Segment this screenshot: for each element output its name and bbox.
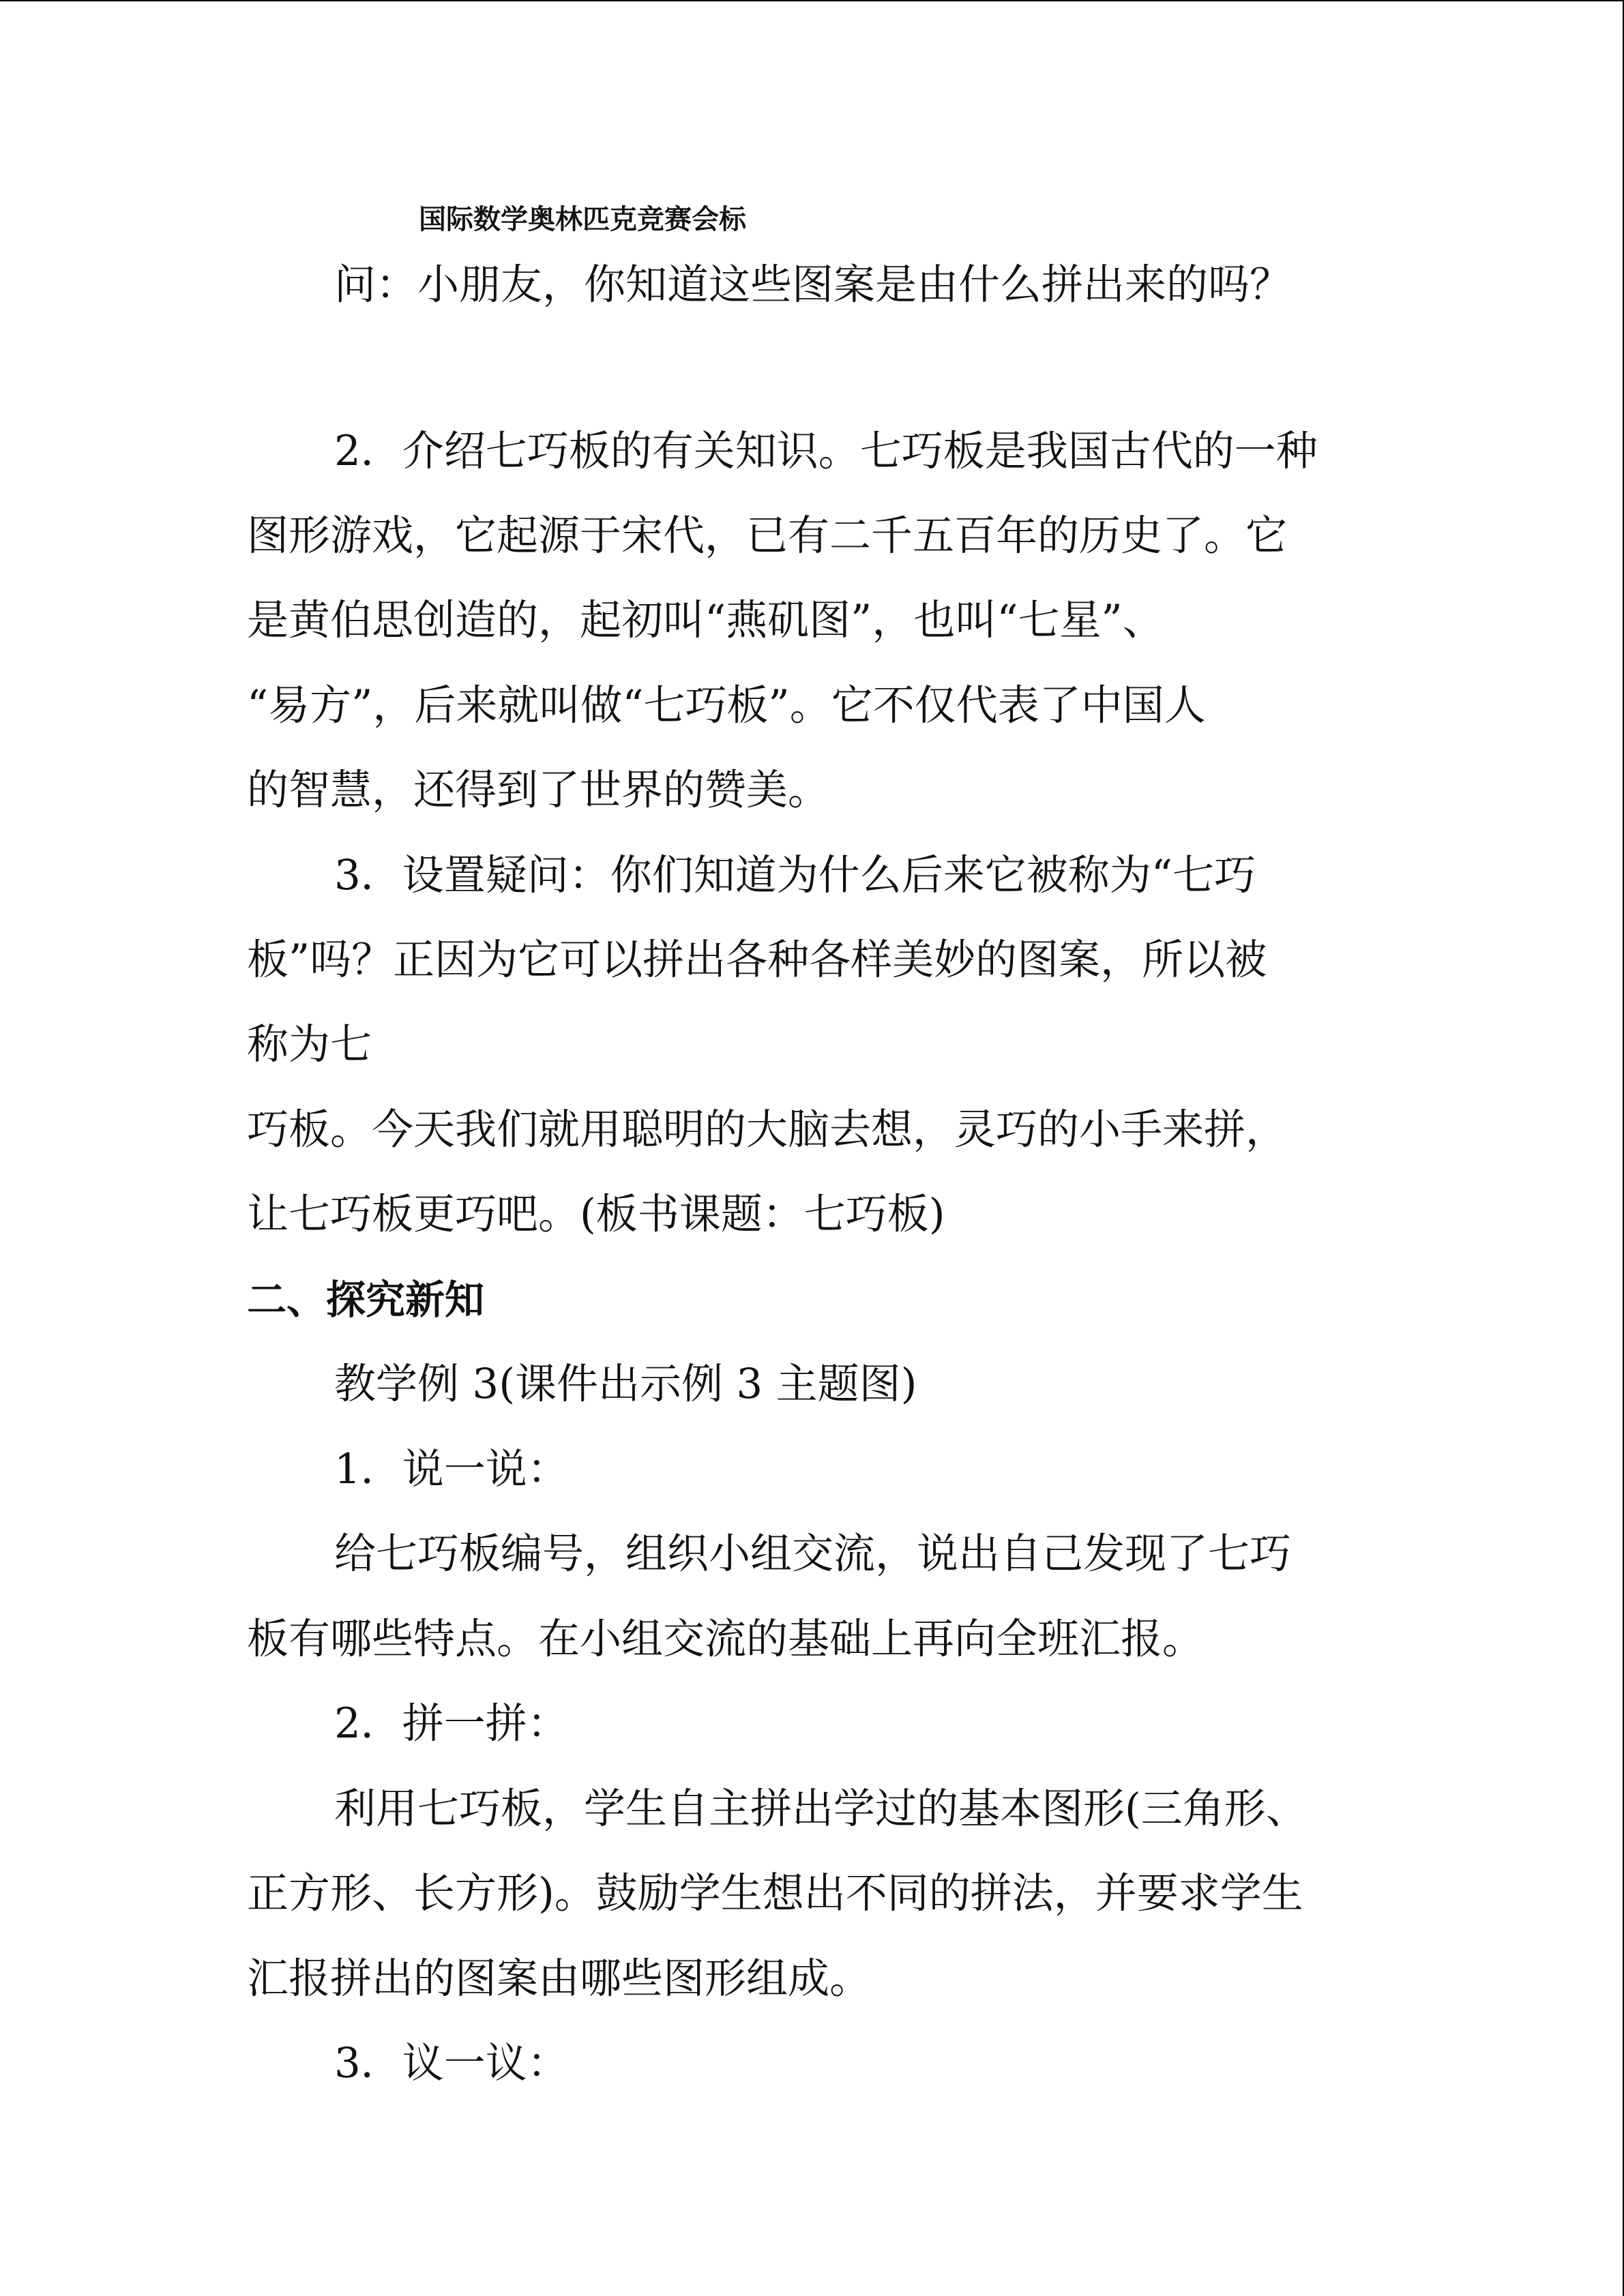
paragraph-line: 正方形、长方形)。鼓励学生想出不同的拼法，并要求学生 [247, 1869, 1303, 1918]
paragraph-line: 的智慧，还得到了世界的赞美。 [247, 766, 830, 814]
paragraph-line: 图形游戏，它起源于宋代，已有二千五百年的历史了。它 [247, 511, 1288, 560]
section-heading: 二、探究新知 [247, 1277, 485, 1323]
paragraph-line: “易方”，后来就叫做“七巧板”。它不仅代表了中国人 [247, 681, 1206, 730]
paragraph-line: 称为七 [247, 1020, 372, 1069]
paragraph-line: 利用七巧板，学生自主拼出学过的基本图形(三角形、 [334, 1785, 1308, 1833]
paragraph-line: 板有哪些特点。在小组交流的基础上再向全班汇报。 [247, 1615, 1205, 1663]
paragraph-line: 2．拼一拼： [334, 1699, 569, 1748]
figure-caption: 国际数学奥林匹克竞赛会标 [419, 204, 746, 235]
paragraph-line: 给七巧板编号，组织小组交流，说出自己发现了七巧 [334, 1530, 1292, 1578]
paragraph-line: 3．议一议： [334, 2039, 569, 2087]
paragraph-line: 汇报拼出的图案由哪些图形组成。 [247, 1954, 872, 2003]
paragraph-line: 板”吗？正因为它可以拼出各种各样美妙的图案，所以被 [247, 936, 1267, 984]
paragraph-line: 是黄伯思创造的，起初叫“燕矶图”，也叫“七星”、 [247, 596, 1164, 644]
paragraph-line: 让七巧板更巧吧。(板书课题：七巧板) [247, 1190, 945, 1238]
paragraph-line: 巧板。今天我们就用聪明的大脑去想，灵巧的小手来拼， [247, 1105, 1288, 1154]
paragraph-line: 2．介绍七巧板的有关知识。七巧板是我国古代的一种 [334, 427, 1318, 475]
paragraph-line: 3．设置疑问：你们知道为什么后来它被称为“七巧 [334, 851, 1256, 899]
paragraph-line: 1．说一说： [334, 1445, 569, 1493]
paragraph-line: 问：小朋友，你知道这些图案是由什么拼出来的吗？ [334, 260, 1292, 309]
paragraph-line: 教学例 3(课件出示例 3 主题图) [334, 1360, 917, 1408]
